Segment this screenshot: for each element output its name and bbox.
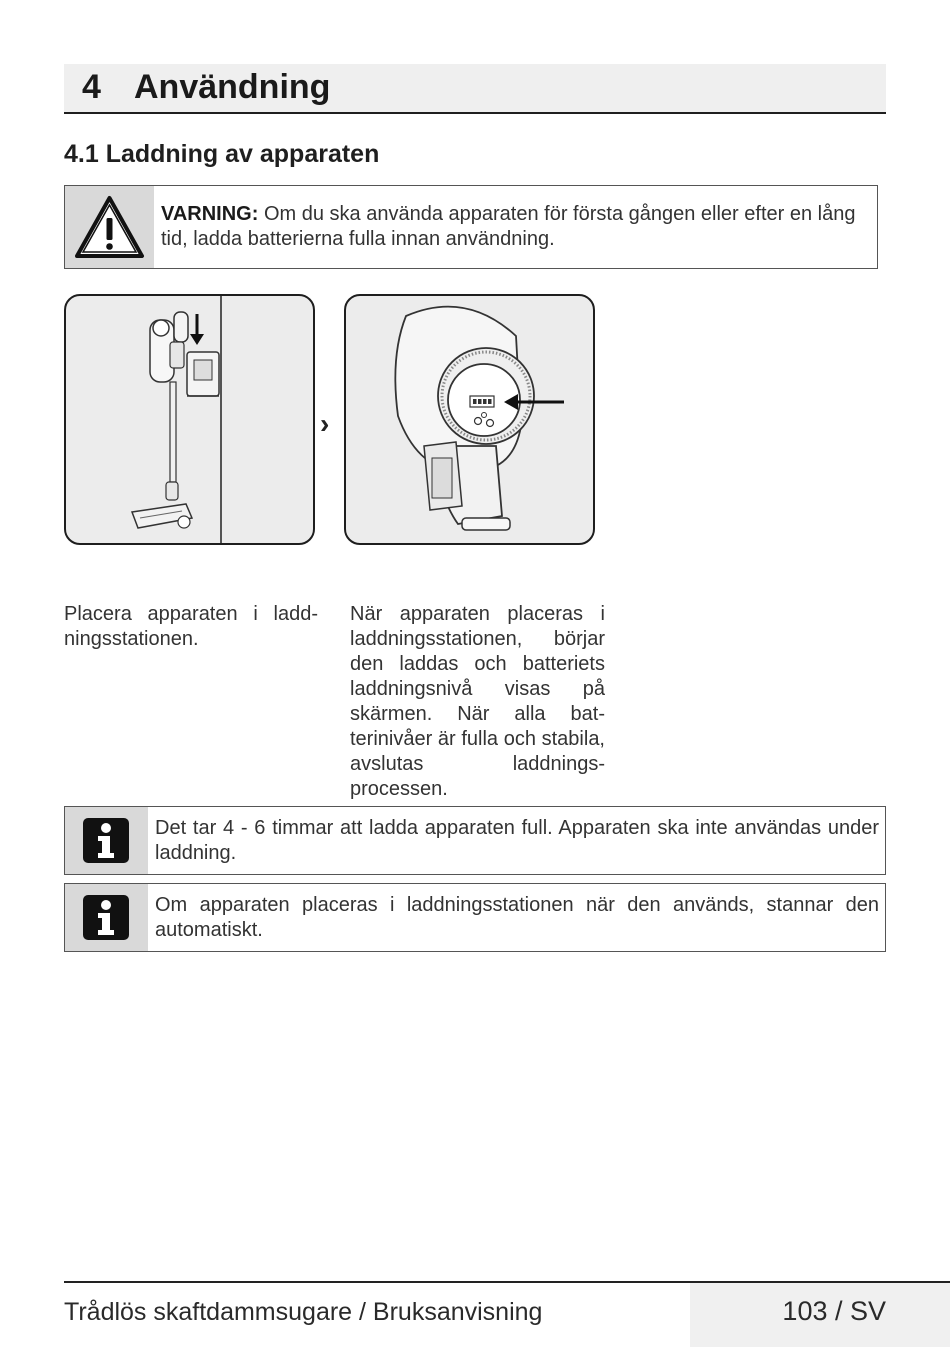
warning-icon-cell [65, 186, 154, 268]
chapter-title: Användning [134, 68, 331, 106]
info-icon [65, 807, 148, 874]
warning-body: Om du ska använda apparaten för första gången eller efter en lång tid, ladda batterierna fulla innan användning. [161, 203, 856, 250]
info-note-text: Om apparaten placeras i laddningsstationen när den används, stannar den automatiskt. [155, 894, 879, 941]
step-text-place-in-station: Placera apparaten i laddningsstationen. [64, 603, 318, 650]
warning-triangle-icon [65, 186, 154, 268]
info-icon-cell [65, 807, 148, 874]
footer-page-number: 103 / SV [782, 1296, 886, 1326]
step-text-charging-process: När apparaten placeras i laddningsstationen, börjar den laddas och batteriets laddningsnivå visas på skärmen. När alla batterinivåer är fulla och stabila, avslutas laddningsprocessen. [350, 603, 605, 800]
sequence-arrow-icon: › [320, 408, 330, 439]
warning-box [64, 185, 878, 269]
chapter-heading [64, 64, 886, 114]
warning-label: VARNING: [161, 203, 259, 225]
chapter-number: 4 [82, 68, 101, 106]
figure-battery-display [344, 294, 595, 545]
warning-text [161, 202, 873, 252]
info-note [64, 883, 886, 952]
info-note-text: Det tar 4 - 6 timmar att ladda apparaten full. Apparaten ska inte användas under laddning. [155, 817, 879, 864]
vacuum-in-charging-station-illustration [66, 296, 313, 543]
info-icon [65, 884, 148, 951]
footer-document-title: Trådlös skaftdammsugare / Bruksanvisning [64, 1298, 543, 1326]
info-icon-cell [65, 884, 148, 951]
section-title: 4.1 Laddning av apparaten [64, 140, 380, 168]
battery-level-display-illustration [346, 296, 593, 543]
info-note [64, 806, 886, 875]
figure-vacuum-in-station [64, 294, 315, 545]
